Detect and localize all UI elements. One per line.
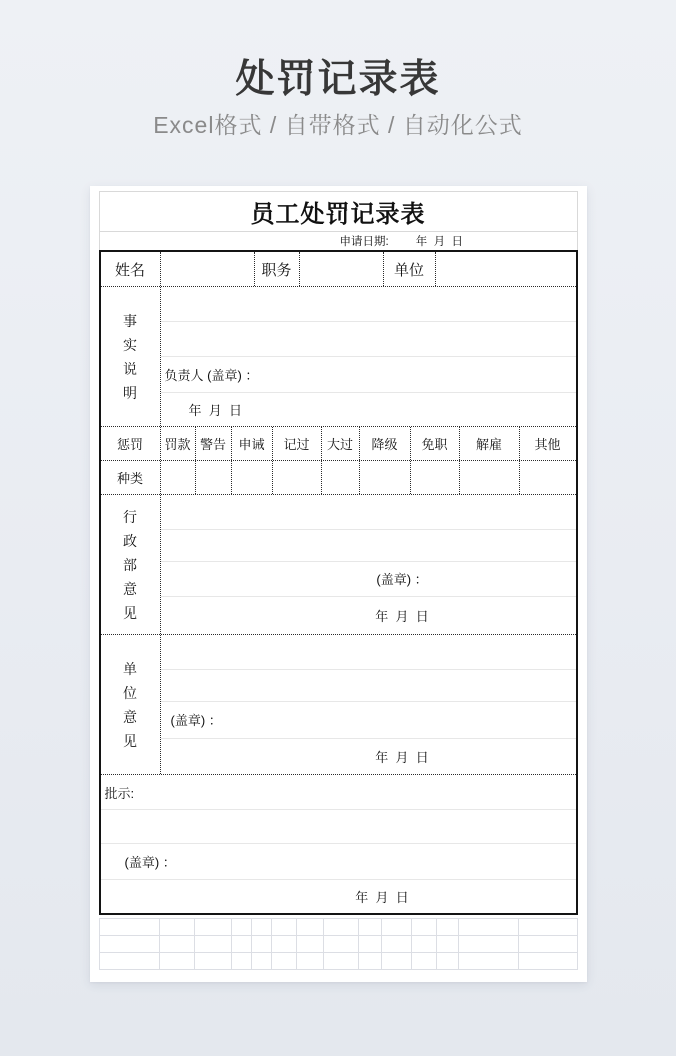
fact-manager-seal: 负责人 (盖章) ： [161, 357, 576, 394]
type-other: 其他 [534, 437, 561, 452]
grid-cell [459, 919, 519, 936]
admin-opinion-section [101, 495, 576, 635]
name-label: 姓名 [101, 252, 161, 286]
approval-write-line[interactable] [101, 810, 576, 844]
grid-cell [272, 919, 297, 936]
type-major-demerit: 大过 [322, 427, 360, 460]
grid-cell [297, 919, 324, 936]
grid-cell [459, 936, 519, 953]
grid-cell [232, 919, 252, 936]
grid-cell [382, 936, 412, 953]
unit-seal-label: (盖章) ： [161, 702, 576, 740]
grid-cell [412, 936, 437, 953]
grid-cell [412, 919, 437, 936]
type-fine: 罚款 [161, 427, 196, 460]
unit-write-line-2[interactable] [161, 670, 576, 702]
grid-cell [324, 919, 359, 936]
approval-date-line[interactable]: 年 月 日 [355, 890, 409, 905]
punishment-label-top: 惩罚 [101, 427, 161, 460]
grid-cell [359, 953, 382, 970]
unit-write-line-1[interactable] [161, 635, 576, 670]
fact-content [161, 287, 576, 426]
type-demotion: 降级 [360, 427, 411, 460]
punishment-type-value-row [101, 461, 576, 495]
unit-opinion-content [161, 635, 576, 774]
apply-date-label: 申请日期: [339, 236, 389, 248]
grid-cell [100, 953, 160, 970]
position-field[interactable] [300, 252, 384, 286]
value-other[interactable] [520, 461, 576, 494]
grid-cell [459, 953, 519, 970]
value-warning[interactable] [196, 461, 232, 494]
position-label: 职务 [255, 252, 300, 286]
grid-cell [100, 919, 160, 936]
spreadsheet-grid-row [100, 953, 578, 970]
sheet-head [99, 191, 578, 250]
admin-seal-label: (盖章) ： [161, 562, 576, 598]
name-field[interactable] [161, 252, 255, 286]
grid-cell [195, 919, 232, 936]
spreadsheet-grid-row [100, 919, 578, 936]
grid-cell [297, 953, 324, 970]
grid-cell [232, 936, 252, 953]
unit-date-line[interactable]: 年 月 日 [375, 750, 429, 766]
grid-cell [252, 953, 272, 970]
value-major-demerit[interactable] [322, 461, 360, 494]
spreadsheet-grid [99, 918, 578, 970]
sheet-title: 员工处罚记录表 [100, 192, 577, 232]
type-warning: 警告 [196, 427, 232, 460]
page-title: 处罚记录表 [235, 58, 441, 101]
type-dismissal: 解雇 [460, 427, 520, 460]
info-row [101, 252, 576, 287]
grid-cell [232, 953, 252, 970]
admin-opinion-label: 行政部意见 [101, 495, 161, 634]
admin-write-line-1[interactable] [161, 495, 576, 530]
grid-cell [359, 936, 382, 953]
page-header [0, 0, 676, 140]
grid-cell [437, 953, 459, 970]
fact-write-line-1[interactable] [161, 287, 576, 322]
grid-cell [412, 953, 437, 970]
grid-cell [195, 953, 232, 970]
apply-date-row [100, 232, 577, 250]
admin-write-line-2[interactable] [161, 530, 576, 562]
fact-write-line-2[interactable] [161, 322, 576, 357]
grid-cell [382, 919, 412, 936]
approval-seal-label: (盖章) ： [101, 844, 576, 880]
value-demotion[interactable] [360, 461, 411, 494]
admin-opinion-content [161, 495, 576, 634]
fact-section-label: 事实说明 [101, 287, 161, 426]
grid-cell [437, 919, 459, 936]
grid-cell [195, 936, 232, 953]
value-removal[interactable] [411, 461, 460, 494]
type-removal: 免职 [411, 427, 460, 460]
punishment-type-header-row [101, 427, 576, 461]
value-demerit[interactable] [273, 461, 322, 494]
grid-cell [519, 919, 578, 936]
type-demerit: 记过 [273, 427, 322, 460]
grid-cell [252, 919, 272, 936]
fact-section [101, 287, 576, 427]
grid-cell [324, 936, 359, 953]
grid-cell [272, 953, 297, 970]
approval-section [101, 775, 576, 913]
unit-field[interactable] [436, 252, 576, 286]
unit-opinion-label: 单位意见 [101, 635, 161, 774]
grid-cell [382, 953, 412, 970]
grid-cell [297, 936, 324, 953]
value-reprimand[interactable] [232, 461, 273, 494]
page-subtitle: Excel格式 / 自带格式 / 自动化公式 [153, 112, 523, 138]
value-dismissal[interactable] [460, 461, 520, 494]
grid-cell [272, 936, 297, 953]
grid-cell [437, 936, 459, 953]
unit-opinion-section [101, 635, 576, 775]
unit-label: 单位 [384, 252, 436, 286]
grid-cell [359, 919, 382, 936]
grid-cell [160, 953, 195, 970]
grid-cell [252, 936, 272, 953]
fact-date-line[interactable]: 年 月 日 [188, 403, 242, 419]
grid-cell [324, 953, 359, 970]
value-fine[interactable] [161, 461, 196, 494]
grid-cell [160, 936, 195, 953]
type-reprimand: 申诫 [232, 427, 273, 460]
grid-cell [519, 936, 578, 953]
grid-cell [519, 953, 578, 970]
punishment-record-table [99, 250, 578, 915]
template-preview-card [90, 186, 587, 982]
approval-label: 批示: [101, 775, 576, 810]
spreadsheet-grid-row [100, 936, 578, 953]
apply-date-value[interactable]: 年 月 日 [415, 236, 463, 248]
admin-date-line[interactable]: 年 月 日 [375, 609, 429, 625]
grid-cell [100, 936, 160, 953]
punishment-label-bottom: 种类 [101, 461, 161, 494]
grid-cell [160, 919, 195, 936]
